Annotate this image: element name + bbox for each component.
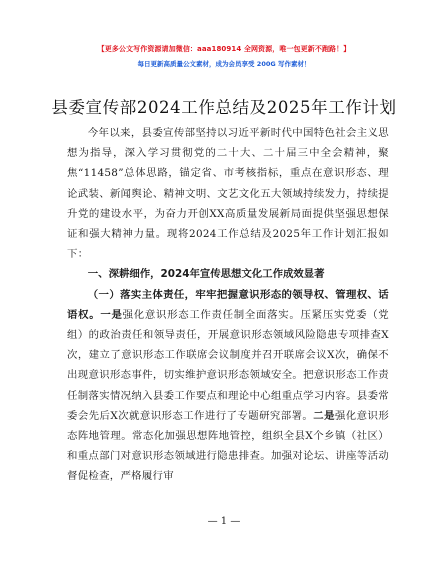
subsection-heading: （一）落实主体责任，牢牢把握意识形态的领导权、管理权、话语权。 xyxy=(67,288,389,321)
promo-banner-line-1: 【更多公文写作资源请加微信：aaa180914 全网资源，唯一包更新不跑路！】 xyxy=(97,45,351,53)
point-lead-1: 一是 xyxy=(100,308,123,321)
point-text-2: 强化意识形态阵地管理。常态化加强思想阵地管控，组织全县X个乡镇（社区）和重点部门对意识形态领域进行隐患排查。加强对论坛、讲座等活动督促检查，严格履行审 xyxy=(67,409,390,483)
subsection-paragraph xyxy=(67,285,389,487)
intro-paragraph: 今年以来，县委宣传部坚持以习近平新时代中国特色社会主义思想为指导，深入学习贯彻党的二十大、二十届三中全会精神，聚焦“11458”总体思路，锚定省、市考核指标，重点在意识形态、理论武装、新闻舆论、精神文明、文艺文化五大领域持续发力，持续提升党的建设水平，为奋力开创XX高质量发展新局面提供坚强思想保证和强大精神力量。现将2024工作总结及2025年工作计划汇报如下： xyxy=(67,127,389,261)
document-title: 县委宣传部2024工作总结及2025年工作计划 xyxy=(51,98,397,117)
promo-banner-line-2: 每日更新高质量公文素材，成为会员享受 200G 写作素材！ xyxy=(137,60,311,68)
document-body xyxy=(67,123,389,487)
section-heading: 一、深耕细作，2024年宣传思想文化工作成效显著 xyxy=(87,268,325,281)
point-text-1: 强化意识形态工作责任制全面落实。压紧压实党委（党组）的政治责任和领导责任，开展意识形态领域风险隐患专项排查X次，建立了意识形态工作联席会议制度并召开联席会议X次，确保不出现意识形态事件，切实维护意识形态领域安全。把意识形态工作责任制落实情况纳入县委工作要点和理论中心组重点学习内容。县委常委会先后X次就意识形态工作进行了专题研究部署。 xyxy=(67,308,390,422)
page-number: — 1 — xyxy=(207,516,241,527)
point-lead-2: 二是 xyxy=(313,409,335,422)
